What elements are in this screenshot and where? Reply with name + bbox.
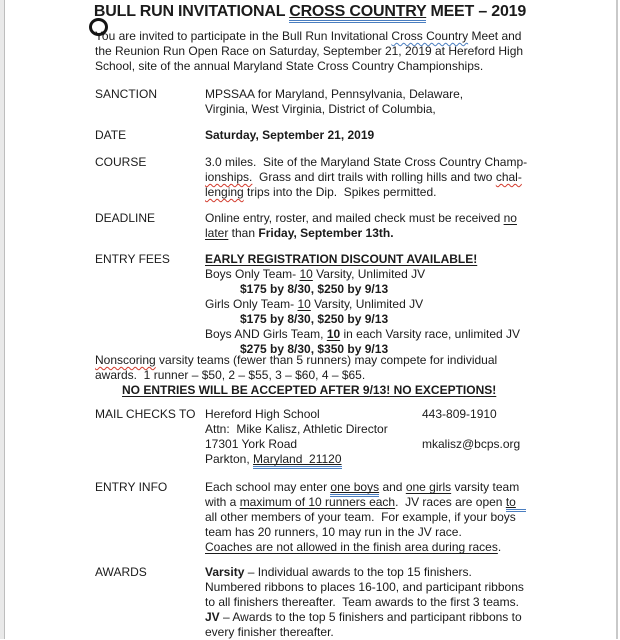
text-segment: varsity teams (fewer than 5 runners) may compete for individual — [155, 353, 498, 367]
text-segment: Varsity — [205, 565, 245, 579]
date-label: DATE — [95, 128, 127, 142]
text-segment: Varsity, Unlimited JV — [312, 267, 426, 281]
text-segment: NO ENTRIES WILL BE ACCEPTED AFTER 9/13! NO EXCEPTIONS! — [122, 383, 497, 397]
text-segment: Online entry, roster, and mailed check must be received — [205, 211, 504, 225]
text-segment: to all finishers thereafter. Team awards to the first 3 teams. — [205, 595, 519, 609]
text-segment: Friday, September 13th. — [258, 226, 394, 240]
text-segment: School, site of the annual Maryland State Cross Country Championships. — [95, 59, 484, 73]
mail-checks-block — [95, 407, 620, 467]
sanction-block — [95, 87, 620, 117]
entry-info-block — [95, 480, 620, 555]
text-segment: no — [503, 211, 517, 225]
text-segment: varsity team — [451, 480, 520, 494]
text-segment: Virginia, West Virginia, District of Columbia, — [205, 102, 436, 116]
text-segment: Girls Only Team- — [205, 297, 298, 311]
nonscoring-line-0 — [95, 353, 620, 368]
text-segment: all other members of your team. For example, if your boys — [205, 510, 516, 524]
date-block — [95, 128, 620, 143]
text-segment: Grass and dirt trails with rolling hills and two — [252, 170, 496, 184]
awards-block — [95, 565, 620, 640]
awards-line-3 — [205, 610, 620, 625]
text-segment: BULL RUN INVITATIONAL — [93, 3, 290, 20]
text-segment: to — [506, 495, 516, 512]
text-segment: 10 — [299, 267, 313, 281]
text-segment: every finisher thereafter. — [205, 625, 334, 639]
phone-number: 443-809-1910 — [422, 407, 497, 421]
entry-info-label: ENTRY INFO — [95, 480, 168, 494]
intro-line-1 — [95, 44, 620, 59]
entry-info-line-1 — [205, 495, 620, 510]
course-label: COURSE — [95, 155, 147, 169]
text-segment: 3.0 miles. Site of the Maryland State Cross Country Champ- — [205, 155, 528, 169]
entry-fees-block — [95, 252, 620, 357]
text-segment: Boys Only Team- — [205, 267, 300, 281]
entry-info-line-2 — [205, 510, 620, 525]
awards-line-2 — [205, 595, 620, 610]
text-segment: Parkton, — [205, 452, 254, 466]
awards-line-4 — [205, 625, 620, 640]
text-segment: in each Varsity race, unlimited JV — [340, 327, 521, 341]
entry-fees-line-1 — [205, 267, 620, 282]
awards-line-1 — [205, 580, 620, 595]
course-line-1 — [205, 170, 620, 185]
entry-info-line-0 — [205, 480, 620, 495]
text-segment: 10 — [297, 297, 311, 311]
text-segment: Coaches are not allowed in the finish area during races — [205, 540, 498, 554]
text-segment: maximum of 10 runners each — [239, 495, 396, 509]
text-segment: Each school may enter — [205, 480, 331, 494]
deadline-label: DEADLINE — [95, 211, 156, 225]
text-segment: Cross Country — [391, 29, 469, 43]
text-segment: Maryland 21120 — [253, 452, 342, 469]
deadline-line-1 — [205, 226, 620, 241]
text-segment: one girls — [405, 480, 452, 494]
mail-checks-line-2 — [205, 437, 620, 452]
entry-info-line-3 — [205, 525, 620, 540]
text-segment: CROSS COUNTRY — [289, 3, 426, 23]
sanction-label: SANCTION — [95, 87, 158, 101]
mail-checks-line-0 — [205, 407, 620, 422]
circle-annotation — [89, 18, 108, 36]
nonscoring-line-1 — [95, 368, 620, 383]
text-segment: MPSSAA for Maryland, Pennsylvania, Delaware, — [205, 87, 464, 101]
deadline-block — [95, 211, 620, 241]
sanction-line-0 — [205, 87, 620, 102]
text-segment: Boys AND Girls Team, — [205, 327, 327, 341]
text-segment: one boys — [330, 480, 379, 497]
text-segment: . JV races are open — [395, 495, 506, 509]
text-segment: and — [379, 480, 406, 494]
text-segment: team has 20 runners, 10 may run in the JV race. — [205, 525, 462, 539]
nonscoring-line-2 — [95, 383, 620, 398]
text-segment: $175 by 8/30, $250 by 9/13 — [240, 282, 389, 296]
text-segment: . — [497, 540, 502, 554]
course-block — [95, 155, 620, 200]
awards-label: AWARDS — [95, 565, 147, 579]
sanction-line-1 — [205, 102, 620, 117]
text-segment: later — [205, 226, 229, 240]
entry-fees-line-3 — [205, 297, 620, 312]
intro-block — [95, 29, 620, 74]
text-segment: trips into the Dip. Spikes permitted. — [243, 185, 437, 199]
text-segment: 10 — [326, 327, 341, 341]
entry-fees-line-2 — [205, 282, 620, 297]
deadline-line-0 — [205, 211, 620, 226]
intro-line-2 — [95, 59, 620, 74]
text-segment: Nonscoring — [95, 353, 156, 367]
mail-checks-line-1 — [205, 422, 620, 437]
text-segment: Meet and — [468, 29, 522, 43]
page-left-edge — [0, 0, 5, 639]
email-address: mkalisz@bcps.org — [422, 437, 521, 451]
text-segment: chal- — [495, 170, 522, 184]
course-line-0 — [205, 155, 620, 170]
text-segment: $175 by 8/30, $250 by 9/13 — [240, 312, 389, 326]
date-line-0 — [205, 128, 620, 143]
text-segment: – Awards to the top 5 finishers and participant ribbons to — [219, 610, 522, 624]
text-segment: EARLY REGISTRATION DISCOUNT AVAILABLE! — [205, 252, 478, 266]
text-segment: the Reunion Run Open Race on Saturday, September 21, 2019 at Hereford High — [95, 44, 524, 58]
text-segment: Saturday, September 21, 2019 — [205, 128, 375, 142]
text-segment: – Individual awards to the top 15 finishers. — [244, 565, 472, 579]
text-segment: awards. 1 runner – $50, 2 – $55, 3 – $60, 4 – $65. — [95, 368, 366, 382]
awards-line-0 — [205, 565, 620, 580]
text-segment: $275 by 8/30, $350 by 9/13 — [240, 342, 389, 356]
text-segment: Varsity, Unlimited JV — [310, 297, 424, 311]
intro-line-0 — [95, 29, 620, 44]
text-segment: lenging — [205, 185, 244, 199]
entry-fees-line-0 — [205, 252, 620, 267]
course-line-2 — [205, 185, 620, 200]
text-segment: Attn: Mike Kalisz, Athletic Director — [205, 422, 388, 436]
entry-fees-label: ENTRY FEES — [95, 252, 170, 266]
entry-info-line-4 — [205, 540, 620, 555]
mail-checks-line-3 — [205, 452, 620, 467]
entry-fees-line-5 — [205, 327, 620, 342]
text-segment: Hereford High School — [205, 407, 320, 421]
text-segment: MEET – 2019 — [426, 3, 527, 20]
text-segment: 17301 York Road — [205, 437, 298, 451]
mail-checks-label: MAIL CHECKS TO — [95, 407, 196, 421]
text-segment: You are invited to participate in the Bull Run Invitational — [95, 29, 392, 43]
nonscoring-block — [95, 353, 620, 398]
text-segment: JV — [205, 610, 220, 624]
text-segment: Numbered ribbons to places 16-100, and participant ribbons — [205, 580, 524, 594]
document-content — [95, 0, 620, 640]
text-segment: ionships. — [205, 170, 253, 184]
text-segment: with a — [205, 495, 240, 509]
entry-fees-line-4 — [205, 312, 620, 327]
text-segment: than — [228, 226, 259, 240]
